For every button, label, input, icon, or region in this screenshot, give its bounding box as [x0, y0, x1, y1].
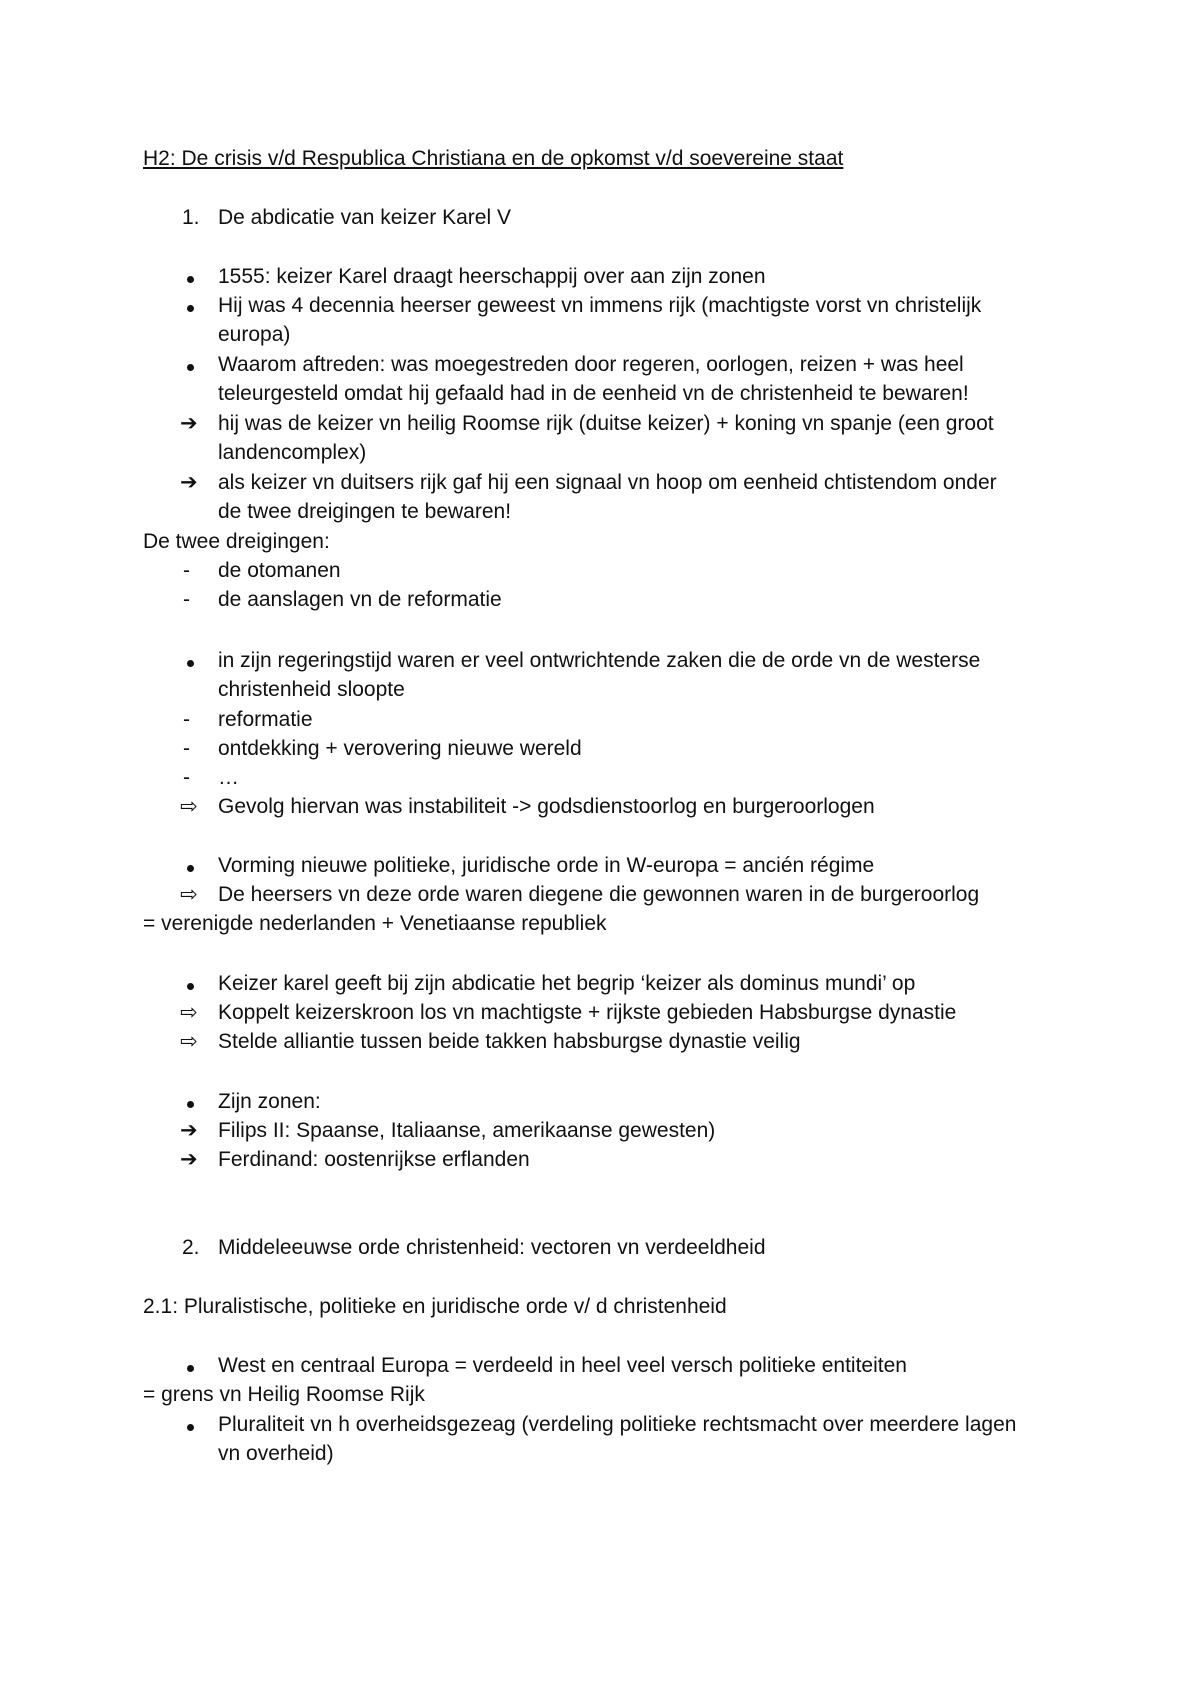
subsection-heading: 2.1: Pluralistische, politieke en juridische orde v/ d christenheid	[143, 1295, 727, 1318]
bullet-icon	[187, 305, 194, 312]
hollow-arrow-icon: ⇨	[180, 883, 198, 906]
list-item: Keizer karel geeft bij zijn abdicatie het begrip ‘keizer als dominus mundi’ op	[218, 972, 916, 995]
list-item-continuation: christenheid sloopte	[218, 678, 405, 701]
arrow-icon: ➔	[180, 1119, 198, 1142]
list-item: Filips II: Spaanse, Italiaanse, amerikaanse gewesten)	[218, 1119, 716, 1142]
list-item: de otomanen	[218, 559, 341, 582]
bullet-icon	[187, 865, 194, 872]
bullet-icon	[187, 1365, 194, 1372]
bullet-icon	[187, 276, 194, 283]
dash-marker: -	[183, 588, 190, 611]
list-item: Ferdinand: oostenrijkse erflanden	[218, 1148, 530, 1171]
bullet-icon	[187, 660, 194, 667]
section-heading: Middeleeuwse orde christenheid: vectoren vn verdeeldheid	[218, 1236, 766, 1259]
dash-marker: -	[183, 766, 190, 789]
hollow-arrow-icon: ⇨	[180, 795, 198, 818]
list-item: hij was de keizer vn heilig Roomse rijk (duitse keizer) + koning vn spanje (een groot	[218, 412, 994, 435]
bullet-icon	[187, 364, 194, 371]
dash-marker: -	[183, 559, 190, 582]
paragraph-continuation: = verenigde nederlanden + Venetiaanse republiek	[143, 912, 607, 935]
dash-marker: -	[183, 708, 190, 731]
list-item: De heersers vn deze orde waren diegene die gewonnen waren in de burgeroorlog	[218, 883, 980, 906]
list-item-continuation: europa)	[218, 323, 291, 346]
list-item: als keizer vn duitsers rijk gaf hij een signaal vn hoop om eenheid chtistendom onder	[218, 471, 997, 494]
list-item: Zijn zonen:	[218, 1090, 321, 1113]
section-heading: De abdicatie van keizer Karel V	[218, 206, 511, 229]
list-item: Koppelt keizerskroon los vn machtigste + rijkste gebieden Habsburgse dynastie	[218, 1001, 957, 1024]
list-item: in zijn regeringstijd waren er veel ontwrichtende zaken die de orde vn de westerse	[218, 649, 981, 672]
list-item: Vorming nieuwe politieke, juridische orde in W-europa = ancién régime	[218, 854, 875, 877]
paragraph-label: De twee dreigingen:	[143, 530, 330, 553]
arrow-icon: ➔	[180, 471, 198, 494]
list-item: de aanslagen vn de reformatie	[218, 588, 502, 611]
hollow-arrow-icon: ⇨	[180, 1001, 198, 1024]
list-item: reformatie	[218, 708, 313, 731]
document-title: H2: De crisis v/d Respublica Christiana en de opkomst v/d soevereine staat	[143, 147, 844, 170]
bullet-icon	[187, 983, 194, 990]
list-item: Stelde alliantie tussen beide takken habsburgse dynastie veilig	[218, 1030, 801, 1053]
list-item: Waarom aftreden: was moegestreden door regeren, oorlogen, reizen + was heel	[218, 353, 964, 376]
arrow-icon: ➔	[180, 412, 198, 435]
bullet-icon	[187, 1101, 194, 1108]
paragraph-continuation: = grens vn Heilig Roomse Rijk	[143, 1383, 425, 1406]
dash-marker: -	[183, 737, 190, 760]
list-item: ontdekking + verovering nieuwe wereld	[218, 737, 582, 760]
section-number: 1.	[182, 206, 200, 229]
list-item: …	[218, 766, 239, 789]
list-item: Pluraliteit vn h overheidsgezeag (verdeling politieke rechtsmacht over meerdere lagen	[218, 1413, 1017, 1436]
list-item: 1555: keizer Karel draagt heerschappij over aan zijn zonen	[218, 265, 766, 288]
list-item-continuation: landencomplex)	[218, 441, 367, 464]
list-item: Hij was 4 decennia heerser geweest vn immens rijk (machtigste vorst vn christelijk	[218, 294, 982, 317]
hollow-arrow-icon: ⇨	[180, 1030, 198, 1053]
list-item-continuation: vn overheid)	[218, 1442, 334, 1465]
arrow-icon: ➔	[180, 1148, 198, 1171]
section-number: 2.	[182, 1236, 200, 1259]
bullet-icon	[187, 1424, 194, 1431]
list-item-continuation: teleurgesteld omdat hij gefaald had in de eenheid vn de christenheid te bewaren!	[218, 382, 969, 405]
list-item-continuation: de twee dreigingen te bewaren!	[218, 500, 512, 523]
list-item: Gevolg hiervan was instabiliteit -> godsdienstoorlog en burgeroorlogen	[218, 795, 875, 818]
list-item: West en centraal Europa = verdeeld in heel veel versch politieke entiteiten	[218, 1354, 907, 1377]
